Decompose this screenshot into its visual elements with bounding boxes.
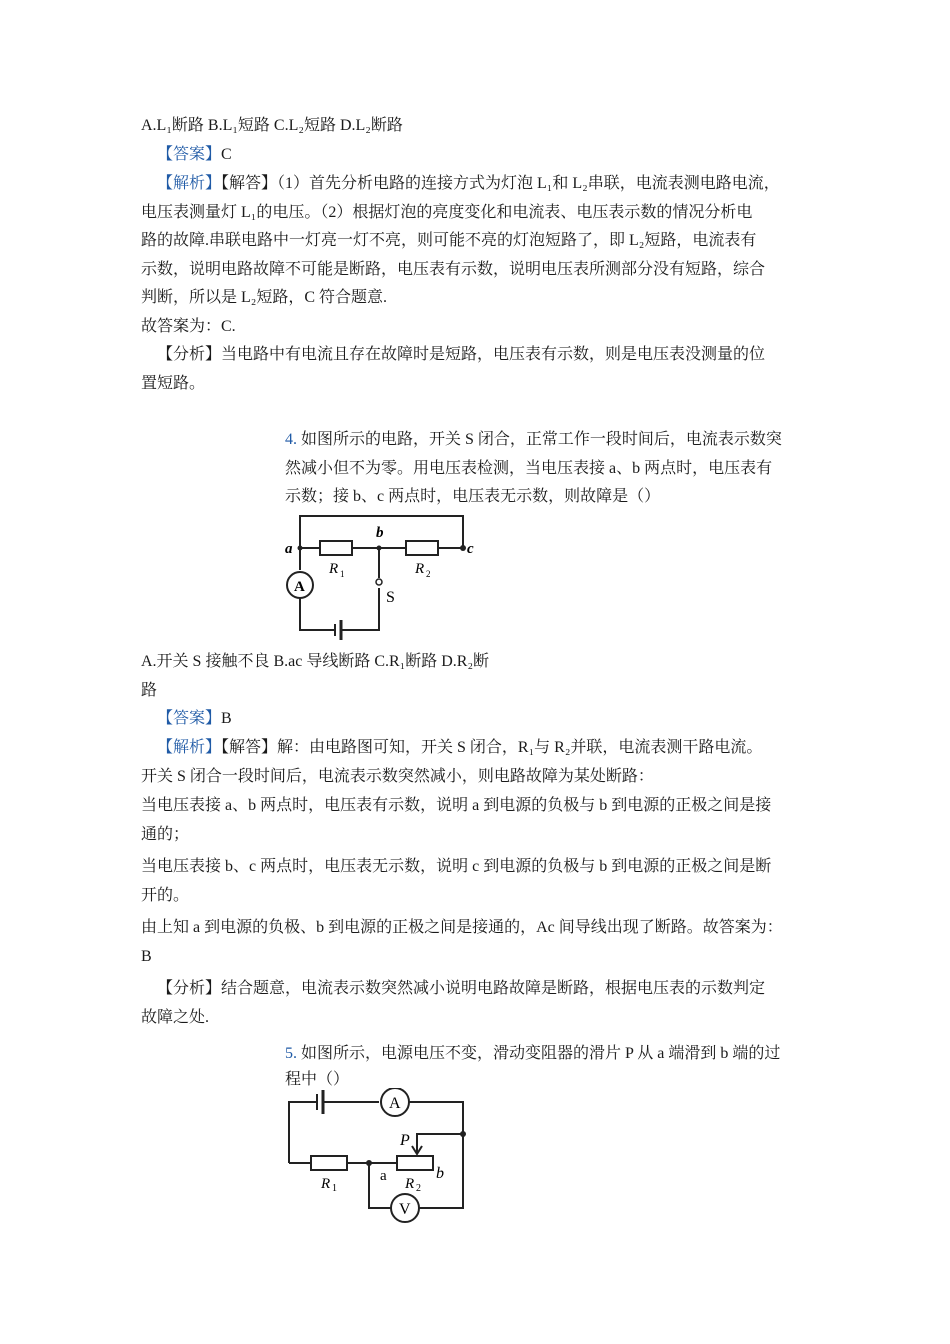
label-r1: R bbox=[321, 1176, 331, 1192]
analysis-line: 当电压表接 b、c 两点时，电压表无示数，说明 c 到电源的负极与 b 到电源的正极之间是断 bbox=[141, 858, 772, 875]
analysis-line: 开关 S 闭合一段时间后，电流表示数突然减小，则电路故障为某处断路： bbox=[141, 767, 654, 785]
answer-tag: 【答案】 bbox=[157, 710, 222, 727]
fenxi-line: 置短路。 bbox=[141, 374, 206, 392]
label-b: b bbox=[436, 1165, 444, 1182]
voltmeter-label: V bbox=[399, 1201, 411, 1218]
analysis-line: 路的故障.串联电路中一灯亮一灯不亮，则可能不亮的灯泡短路了，即 L₂短路，电流表有 bbox=[141, 232, 757, 249]
label-r2: R bbox=[405, 1176, 415, 1192]
label-a: a bbox=[285, 541, 293, 557]
analysis-line: B bbox=[141, 947, 152, 965]
analysis-tag: 【解析】 bbox=[157, 739, 222, 756]
node-a-dot bbox=[298, 546, 303, 551]
answer-tag: 【答案】 bbox=[157, 146, 222, 163]
ammeter-label: A bbox=[294, 579, 305, 595]
label-r2-sub: 2 bbox=[426, 569, 431, 579]
label-r1-sub: 1 bbox=[340, 569, 345, 579]
label-r1-sub: 1 bbox=[332, 1183, 337, 1194]
q4-stem bbox=[285, 426, 813, 512]
analysis-line: 【解答】（1）首先分析电路的连接方式为灯泡 L₁和 L₂串联，电流表测电路电流， bbox=[221, 175, 780, 192]
q5-circuit-diagram bbox=[283, 1088, 473, 1224]
q4-circuit-diagram bbox=[283, 510, 479, 642]
fenxi-line: 故障之处. bbox=[141, 1008, 210, 1026]
label-r1: R bbox=[329, 561, 339, 577]
question-number: 4. bbox=[285, 431, 297, 448]
stem-line: 如图所示，电源电压不变，滑动变阻器的滑片 P 从 a 端滑到 b 端的过 bbox=[301, 1045, 781, 1062]
conclusion: 故答案为：C. bbox=[141, 317, 236, 335]
label-r2-sub: 2 bbox=[416, 1183, 421, 1194]
options-line: 路 bbox=[141, 681, 158, 699]
junction-dot bbox=[366, 1160, 372, 1166]
label-b: b bbox=[376, 525, 384, 541]
label-p: P bbox=[400, 1132, 410, 1149]
q4-analysis bbox=[141, 734, 813, 1032]
q4-answer bbox=[157, 705, 829, 734]
q3-options: A.L₁断路 B.L₁短路 C.L₂短路 D.L₂断路 bbox=[141, 117, 403, 134]
analysis-line: 【解答】解：由电路图可知，开关 S 闭合，R₁与 R₂并联，电流表测干路电流。 bbox=[221, 739, 763, 756]
analysis-line: 判断，所以是 L₂短路，C 符合题意. bbox=[141, 289, 388, 306]
stem-line: 然减小但不为零。用电压表检测，当电压表接 a、b 两点时，电压表有 bbox=[285, 459, 773, 477]
answer-value: C bbox=[221, 146, 232, 163]
analysis-line: 示数，说明电路故障不可能是断路，电压表有示数，说明电压表所测部分没有短路，综合 bbox=[141, 260, 766, 278]
analysis-line: 电压表测量灯 L₁的电压。（2）根据灯泡的亮度变化和电流表、电压表示数的情况分析电 bbox=[141, 203, 753, 221]
node-c-dot bbox=[460, 545, 466, 551]
stem-line: 示数；接 b、c 两点时，电压表无示数，则故障是（） bbox=[285, 488, 661, 505]
stem-line: 程中（） bbox=[285, 1071, 350, 1088]
analysis-line: 通的； bbox=[141, 825, 190, 843]
stem-line: 如图所示的电路，开关 S 闭合，正常工作一段时间后，电流表示数突 bbox=[301, 431, 782, 448]
node-b-dot bbox=[377, 546, 382, 551]
label-a: a bbox=[380, 1168, 387, 1184]
fenxi-line: 【分析】当电路中有电流且存在故障时是短路，电压表有示数，则是电压表没测量的位 bbox=[157, 346, 766, 363]
analysis-tag: 【解析】 bbox=[157, 175, 222, 192]
analysis-line: 当电压表接 a、b 两点时，电压表有示数，说明 a 到电源的负极与 b 到电源的正极之间是接 bbox=[141, 797, 772, 814]
switch-contact bbox=[376, 579, 382, 585]
fenxi-line: 【分析】结合题意，电流表示数突然减小说明电路故障是断路，根据电压表的示数判定 bbox=[157, 980, 766, 997]
question-number: 5. bbox=[285, 1045, 297, 1062]
junction-dot bbox=[460, 1131, 466, 1137]
analysis-line: 开的。 bbox=[141, 886, 190, 904]
label-r2: R bbox=[415, 561, 425, 577]
q3-analysis bbox=[141, 170, 813, 398]
options-line: A.开关 S 接触不良 B.ac 导线断路 C.R₁断路 D.R₂断 bbox=[141, 653, 490, 670]
q4-options bbox=[141, 648, 813, 705]
label-c: c bbox=[467, 541, 474, 557]
ammeter-label: A bbox=[389, 1095, 401, 1112]
answer-value: B bbox=[221, 710, 232, 727]
analysis-line: 由上知 a 到电源的负极、b 到电源的正极之间是接通的，Ac 间导线出现了断路。故答案为： bbox=[141, 919, 783, 936]
q3-answer bbox=[157, 141, 829, 170]
switch-label: S bbox=[386, 589, 395, 606]
q5-stem bbox=[285, 1041, 813, 1093]
